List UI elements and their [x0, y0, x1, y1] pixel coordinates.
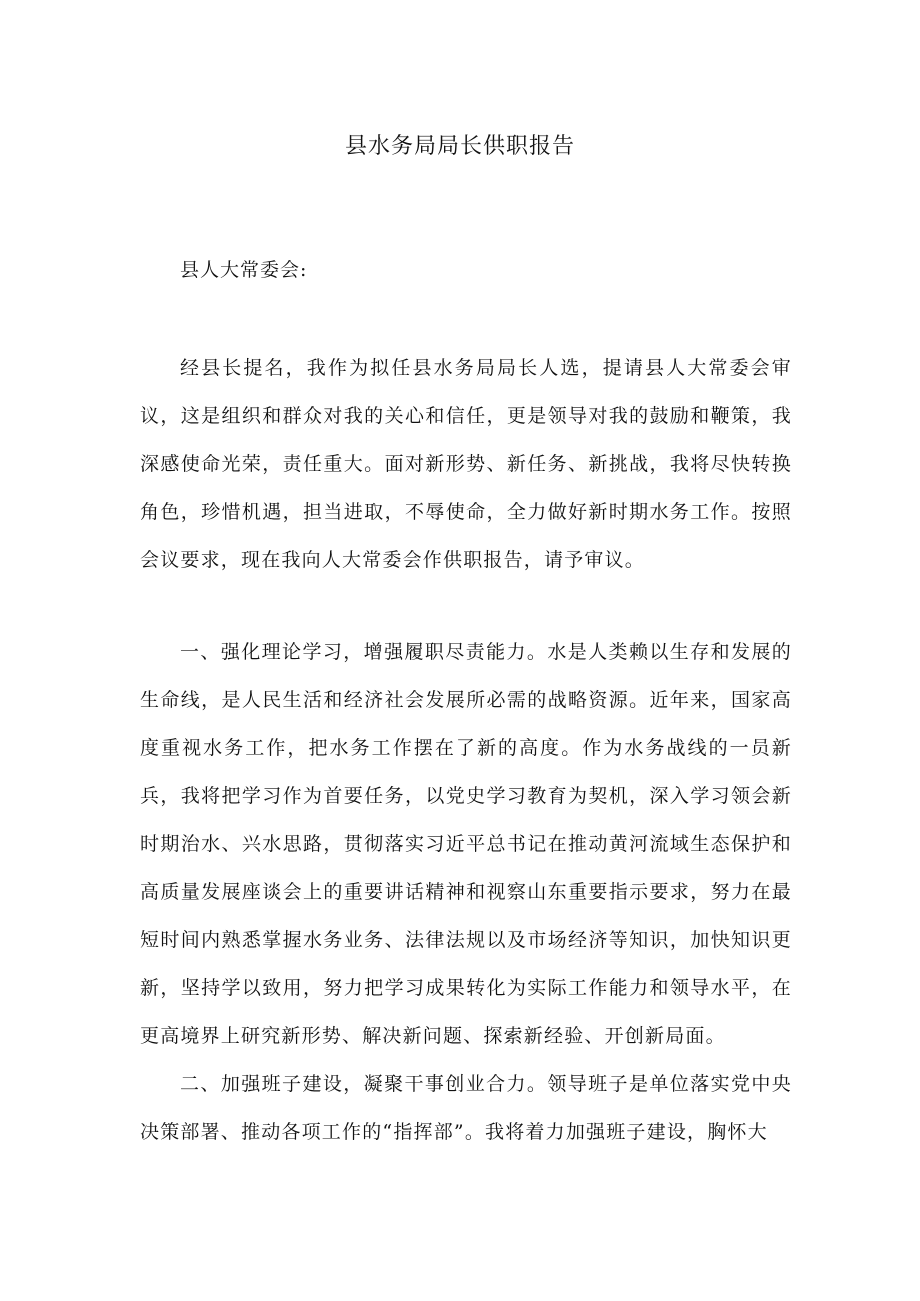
salutation: 县人大常委会:	[180, 259, 308, 281]
document-title: 县水务局局长供职报告	[344, 134, 575, 159]
paragraph-intro: 经县长提名，我作为拟任县水务局局长人选，提请县人大常委会审议，这是组织和群众对我的关心和信任，更是领导对我的鼓励和鞭策，我深感使命光荣，责任重大。面对新形势、新任务、新挑战，我将尽快转换角色，珍惜机遇，担当进取，不辱使命，全力做好新时期水务工作。按照会议要求，现在我向人大常委会作供职报告，请予审议。	[140, 357, 792, 571]
paragraph-section-2: 二、加强班子建设，凝聚干事创业合力。领导班子是单位落实党中央决策部署、推动各项工作的“指挥部”。我将着力加强班子建设，胸怀大	[140, 1073, 792, 1143]
paragraph-section-1: 一、强化理论学习，增强履职尽责能力。水是人类赖以生存和发展的生命线，是人民生活和经济社会发展所必需的战略资源。近年来，国家高度重视水务工作，把水务工作摆在了新的高度。作为水务战线的一员新兵，我将把学习作为首要任务，以党史学习教育为契机，深入学习领会新时期治水、兴水思路，贯彻落实习近平总书记在推动黄河流域生态保护和高质量发展座谈会上的重要讲话精神和视察山东重要指示要求，努力在最短时间内熟悉掌握水务业务、法律法规以及市场经济等知识，加快知识更新，坚持学以致用，努力把学习成果转化为实际工作能力和领导水平，在更高境界上研究新形势、解决新问题、探索新经验、开创新局面。	[140, 641, 792, 1047]
